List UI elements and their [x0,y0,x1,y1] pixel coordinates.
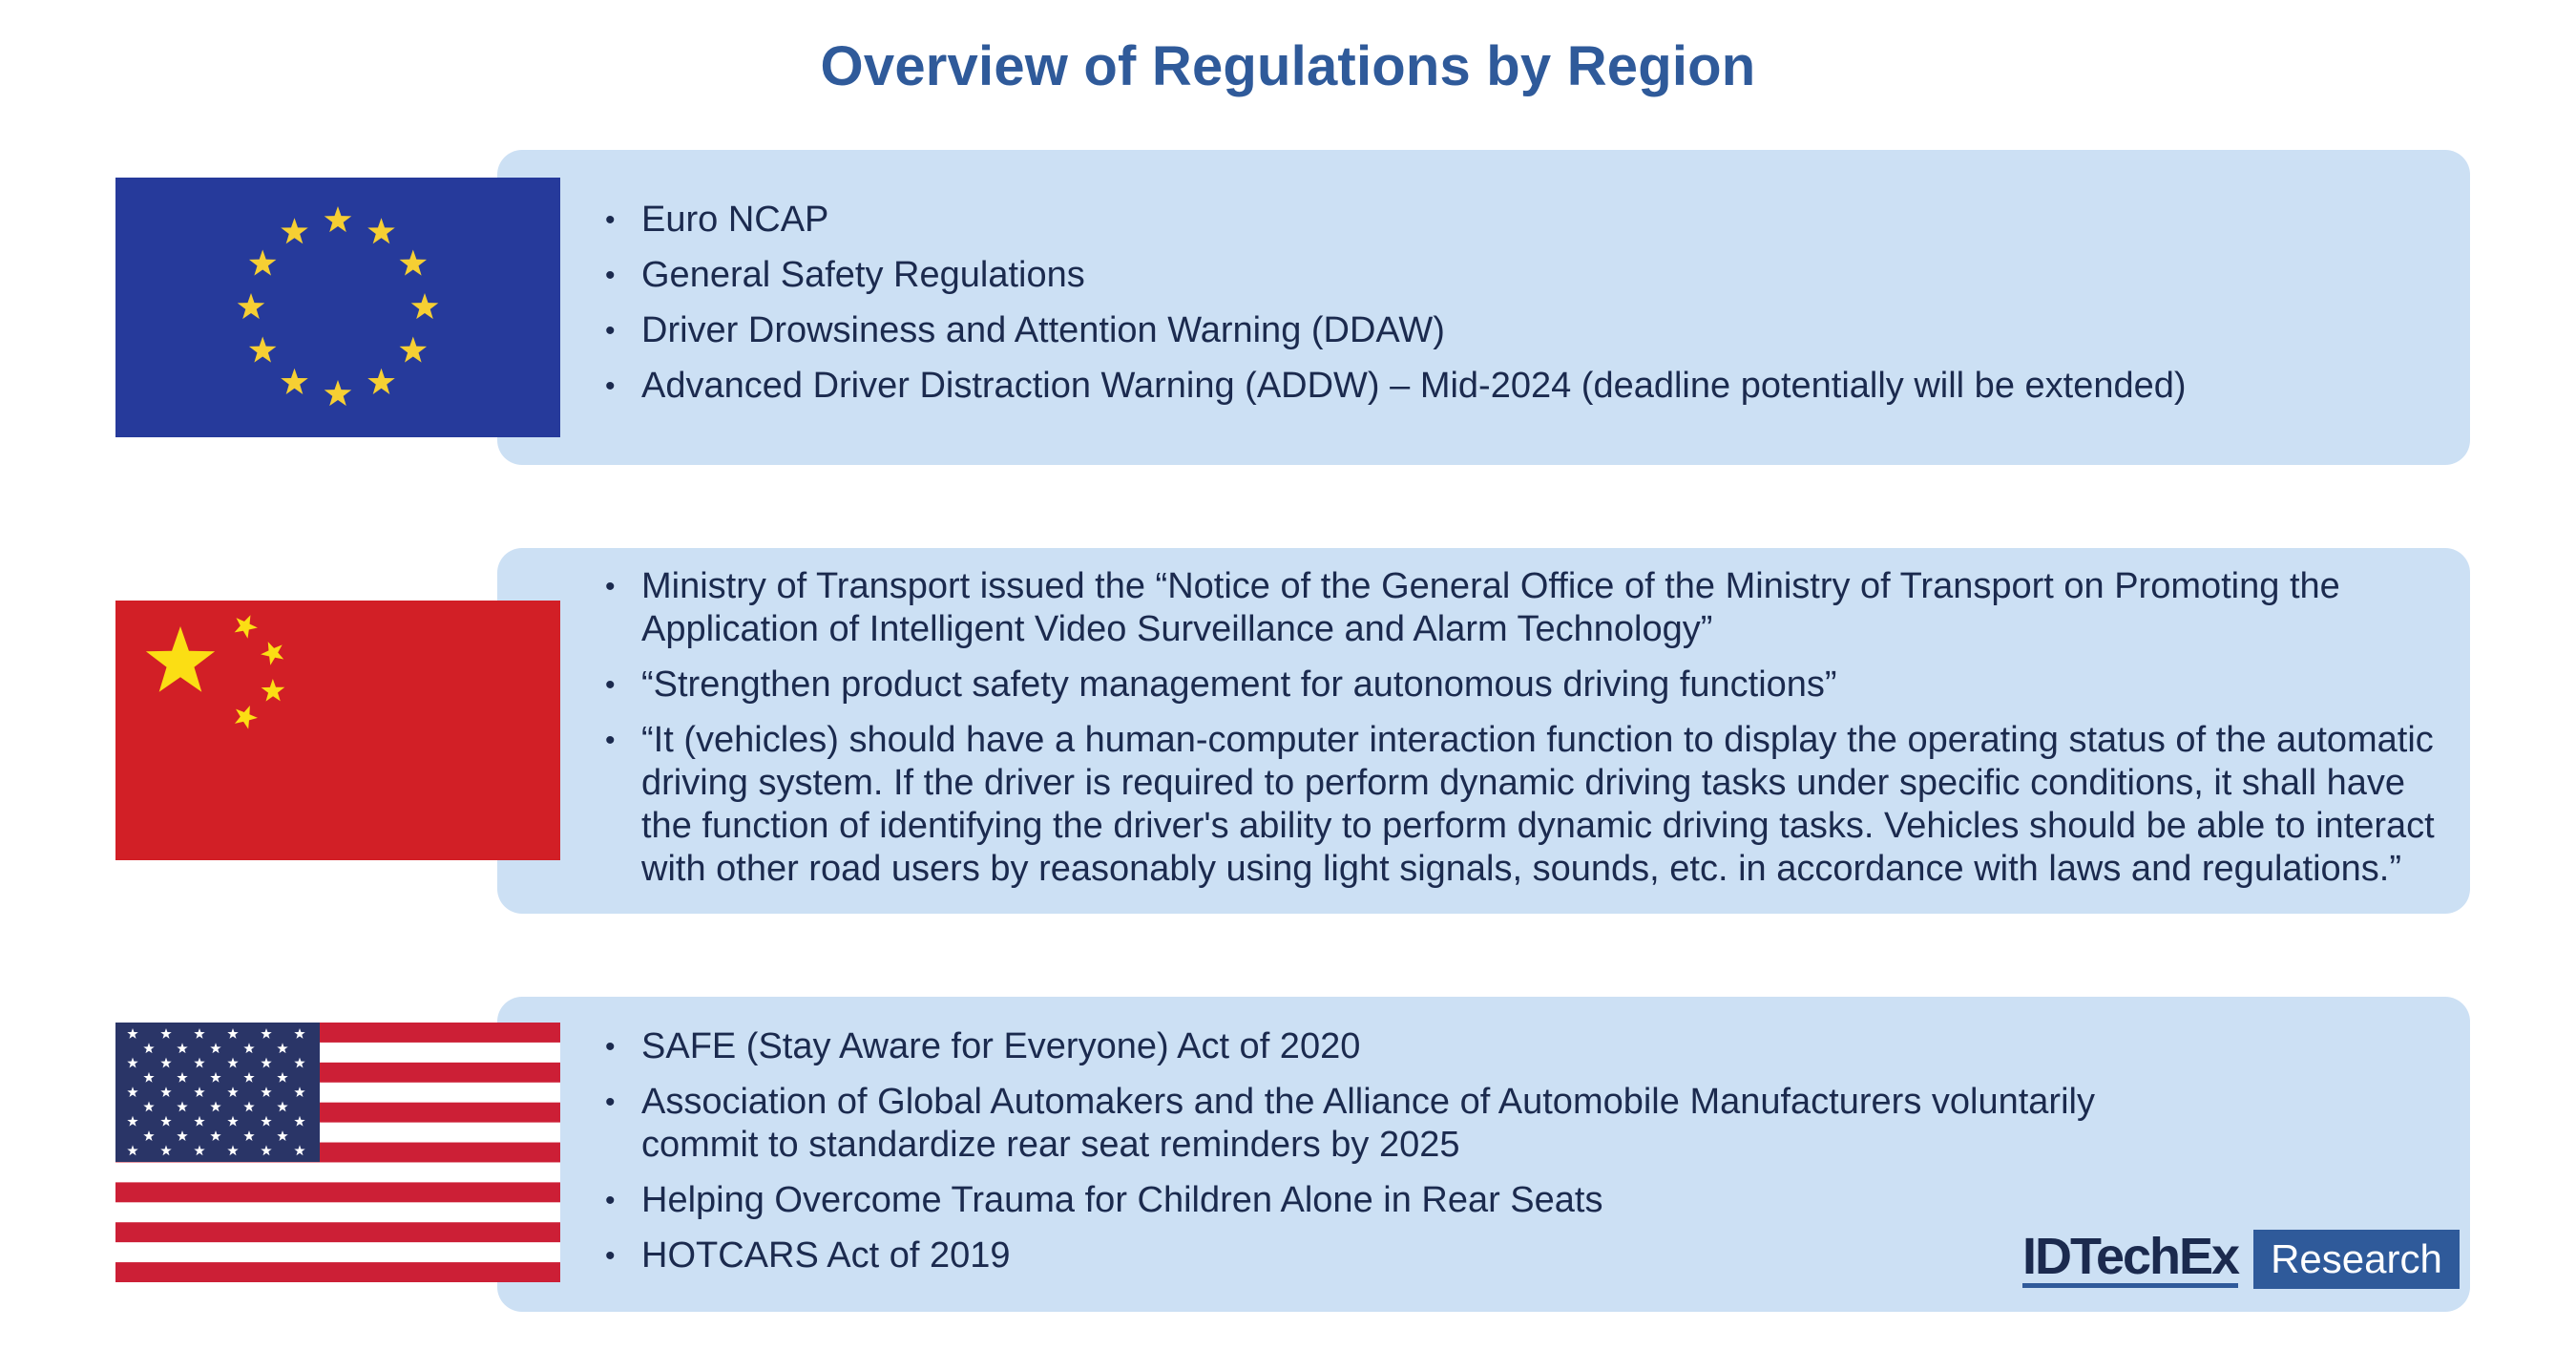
list-item: • HOTCARS Act of 2019 [641,1234,2111,1277]
us-flag-icon [115,1023,560,1282]
idtechex-research-logo [2022,1227,2460,1289]
list-item: • Advanced Driver Distraction Warning (ADDW) – Mid-2024 (deadline potentially will be extended) [641,365,2436,408]
list-item: • General Safety Regulations [641,254,2436,297]
eu-regulations-list [641,199,2436,420]
list-item: • Association of Global Automakers and the Alliance of Automobile Manufacturers voluntarily commit to standardize rear seat reminders by 2025 [641,1081,2111,1167]
list-item: • Driver Drowsiness and Attention Warning (DDAW) [641,309,2436,352]
brand-name: IDTechEx [2022,1232,2238,1288]
list-item: • Helping Overcome Trauma for Children Alone in Rear Seats [641,1179,2111,1222]
china-regulations-list [641,565,2451,903]
list-item: • Euro NCAP [641,199,2436,242]
brand-tag: Research [2253,1230,2460,1289]
china-regulations-panel [497,548,2470,914]
list-item: • “It (vehicles) should have a human-computer interaction function to display the operating status of the automatic driving system. If the driver is required to perform dynamic driving tasks under specific conditions, it shall have the function of identifying the driver's ability to perform dynamic driving tasks. Vehicles should be able to interact with other road users by reasonably using light signals, sounds, etc. in accordance with laws and regulations.” [641,719,2451,891]
eu-regulations-panel [497,150,2470,465]
page-title: Overview of Regulations by Region [820,35,1756,97]
eu-flag-icon [115,178,560,437]
list-item: • SAFE (Stay Aware for Everyone) Act of 2020 [641,1025,2111,1068]
list-item: • “Strengthen product safety management for autonomous driving functions” [641,664,2451,707]
us-regulations-list [641,1025,2111,1290]
china-flag-icon [115,601,560,860]
list-item: • Ministry of Transport issued the “Notice of the General Office of the Ministry of Transport on Promoting the Application of Intelligent Video Surveillance and Alarm Technology” [641,565,2451,651]
